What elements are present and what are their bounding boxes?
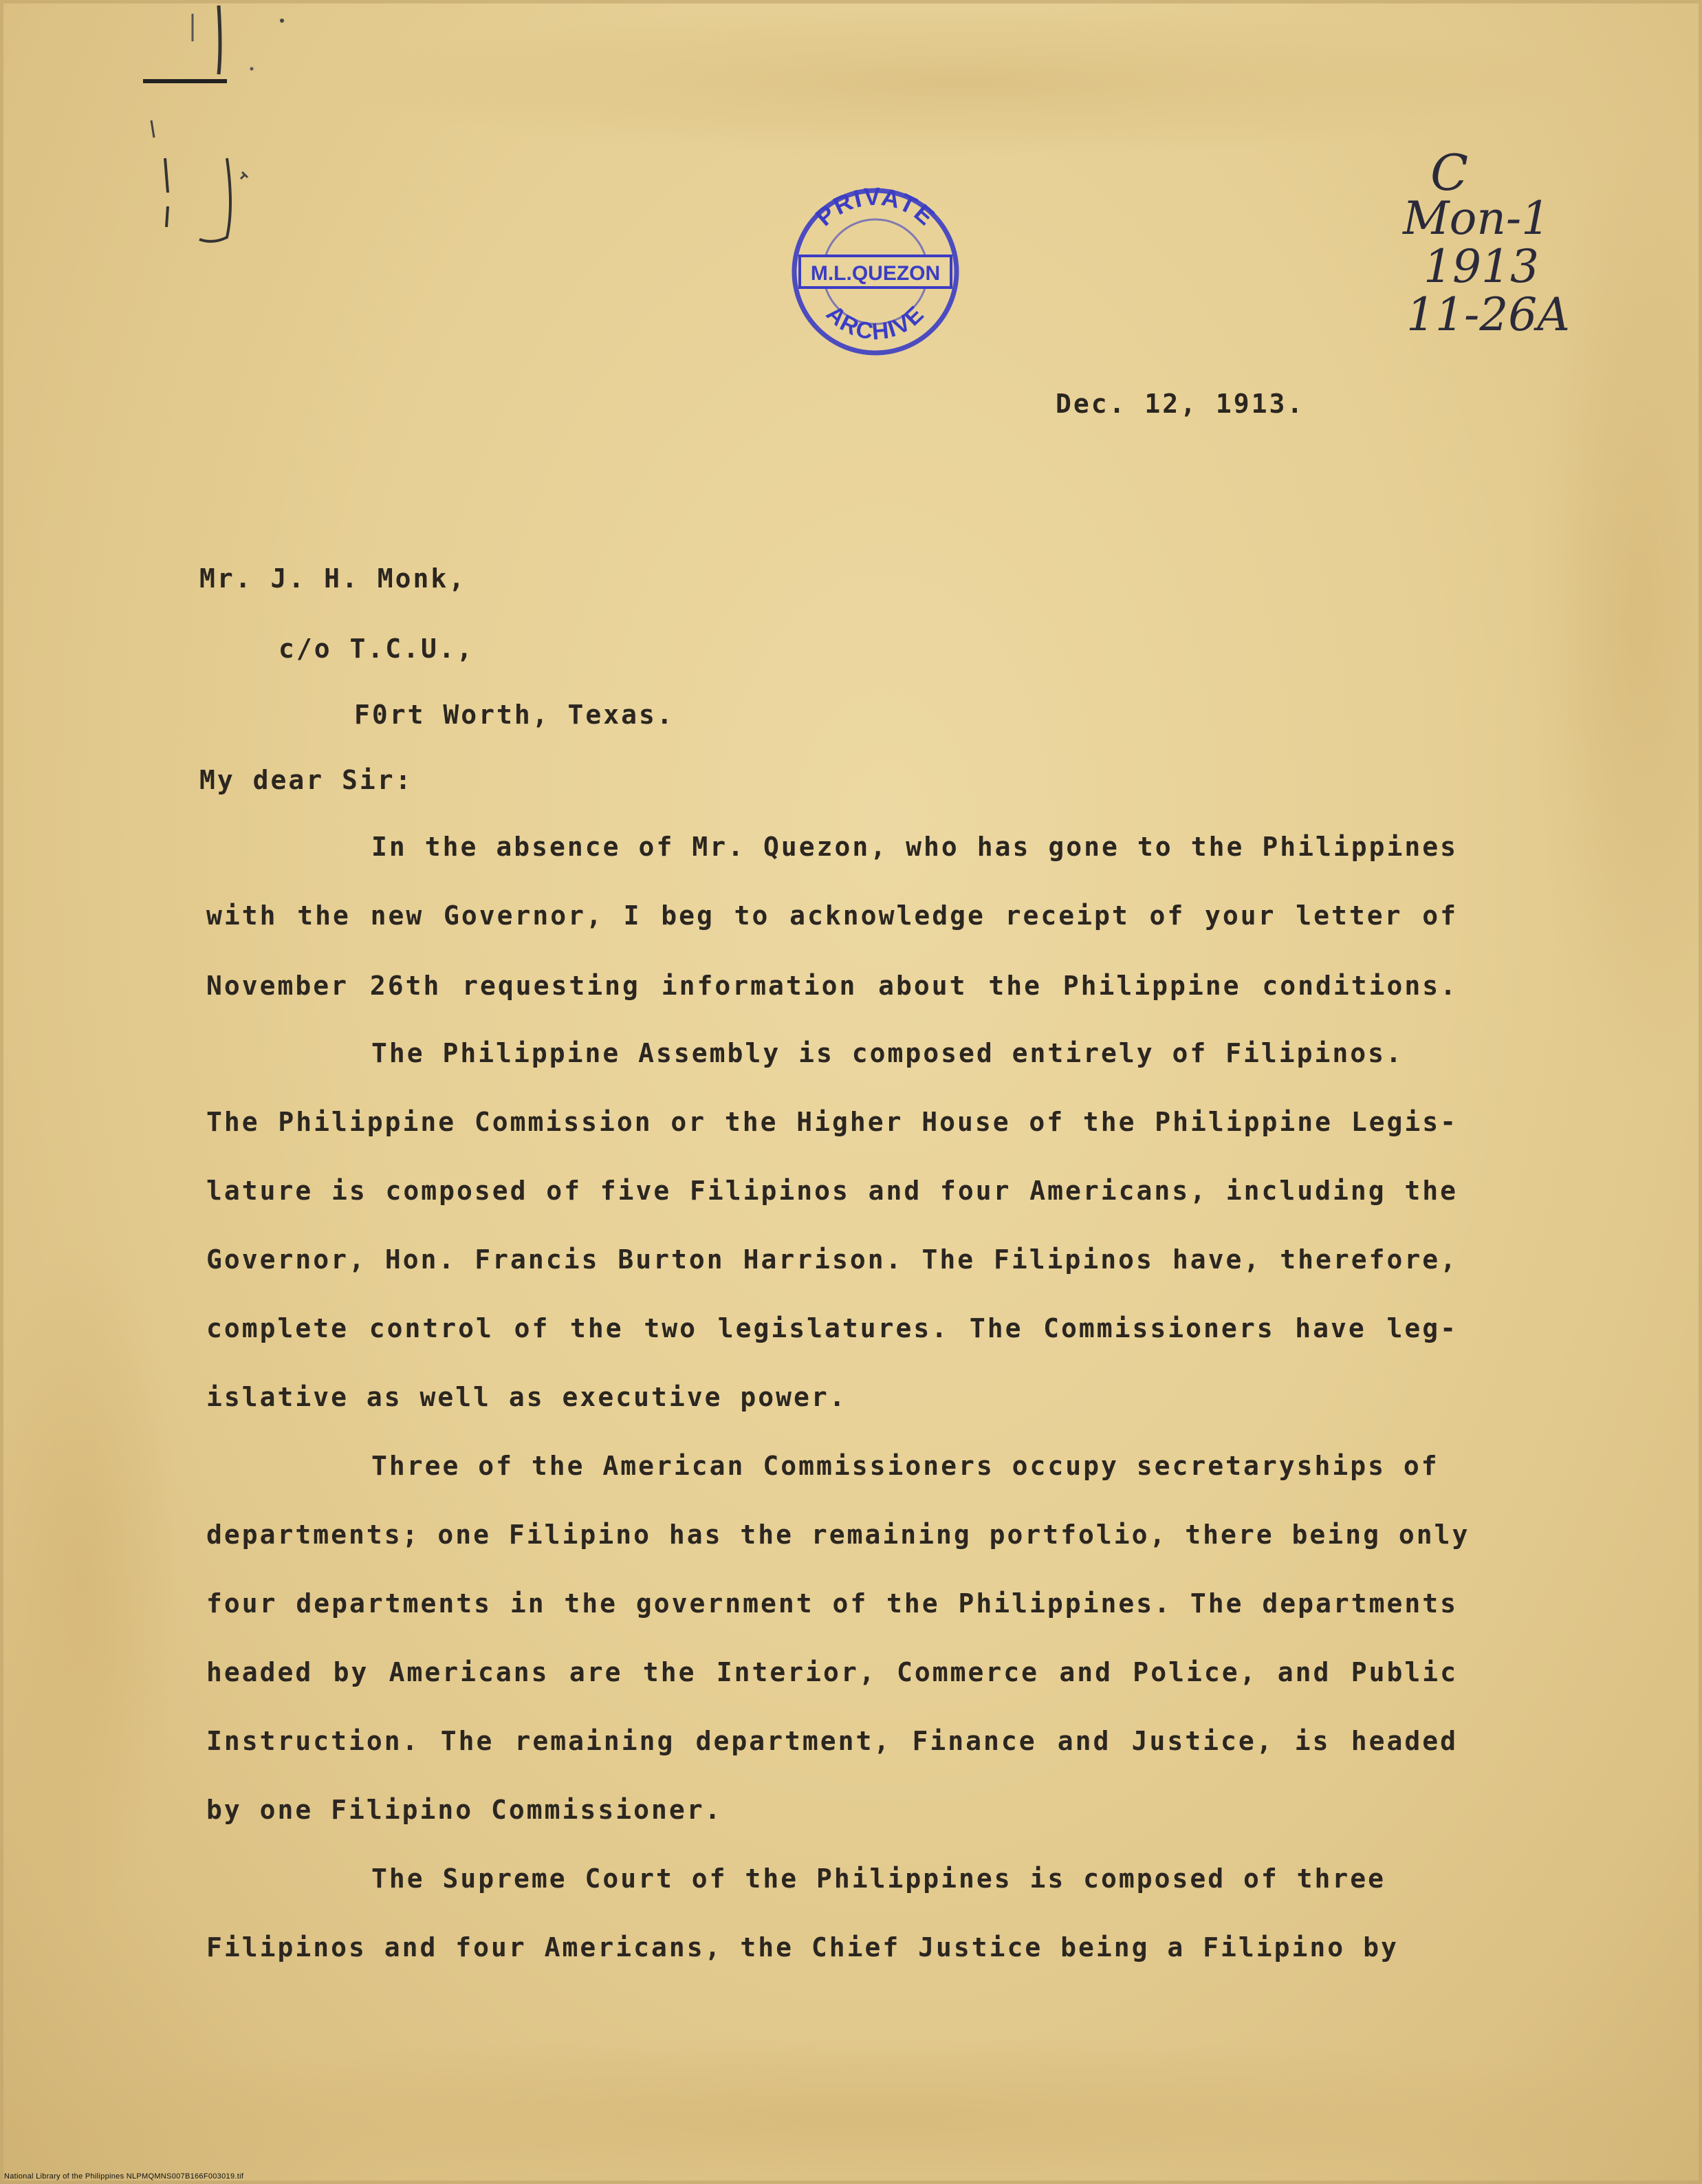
- address-line-3: F0rt Worth, Texas.: [354, 700, 675, 730]
- body-line: lature is composed of five Filipinos and four Americans, including the: [206, 1176, 1458, 1206]
- body-line: with the new Governor, I beg to acknowledge receipt of your letter of: [206, 900, 1458, 931]
- body-line: departments; one Filipino has the remaining portfolio, there being only: [206, 1520, 1470, 1550]
- body-line: The Philippine Assembly is composed entirely of Filipinos.: [371, 1038, 1404, 1068]
- body-line: complete control of the two legislatures. The Commissioners have leg-: [206, 1313, 1458, 1343]
- body-line: The Philippine Commission or the Higher House of the Philippine Legis-: [206, 1107, 1458, 1137]
- body-line: headed by Americans are the Interior, Commerce and Police, and Public: [206, 1657, 1458, 1687]
- salutation: My dear Sir:: [199, 765, 413, 795]
- pencil-bracket-marks: [124, 0, 289, 255]
- body-line: The Supreme Court of the Philippines is composed of three: [371, 1863, 1386, 1894]
- annotation-line-4: 11-26A: [1406, 288, 1570, 341]
- private-archive-stamp: [789, 186, 961, 358]
- annotation-line-1: C: [1430, 144, 1469, 202]
- stamp-center-text: M.L.QUEZON: [810, 262, 941, 285]
- annotation-line-2: Mon-1: [1403, 192, 1551, 245]
- body-line: Governor, Hon. Francis Burton Harrison. The Filipinos have, therefore,: [206, 1244, 1458, 1275]
- annotation-line-3: 1913: [1423, 240, 1539, 293]
- body-line: November 26th requesting information about the Philippine conditions.: [206, 971, 1458, 1001]
- body-line: Three of the American Commissioners occupy secretaryships of: [371, 1451, 1439, 1481]
- body-line: islative as well as executive power.: [206, 1382, 847, 1412]
- body-line: Filipinos and four Americans, the Chief Justice being a Filipino by: [206, 1932, 1399, 1963]
- body-line: four departments in the government of the Philippines. The departments: [206, 1588, 1458, 1619]
- body-line: by one Filipino Commissioner.: [206, 1795, 723, 1825]
- body-line: In the absence of Mr. Quezon, who has gone to the Philippines: [371, 832, 1458, 862]
- address-line-2: c/o T.C.U.,: [279, 634, 474, 664]
- letter-date: Dec. 12, 1913.: [1056, 389, 1305, 419]
- body-line: Instruction. The remaining department, Finance and Justice, is headed: [206, 1726, 1458, 1756]
- address-line-1: Mr. J. H. Monk,: [199, 563, 467, 594]
- catalog-footer: National Library of the Philippines NLPMQMNS007B166F003019.tif: [4, 2172, 244, 2181]
- stamp-top-text: PRIVATE: [809, 186, 941, 232]
- stamp-bottom-text: ARCHIVE: [821, 300, 930, 345]
